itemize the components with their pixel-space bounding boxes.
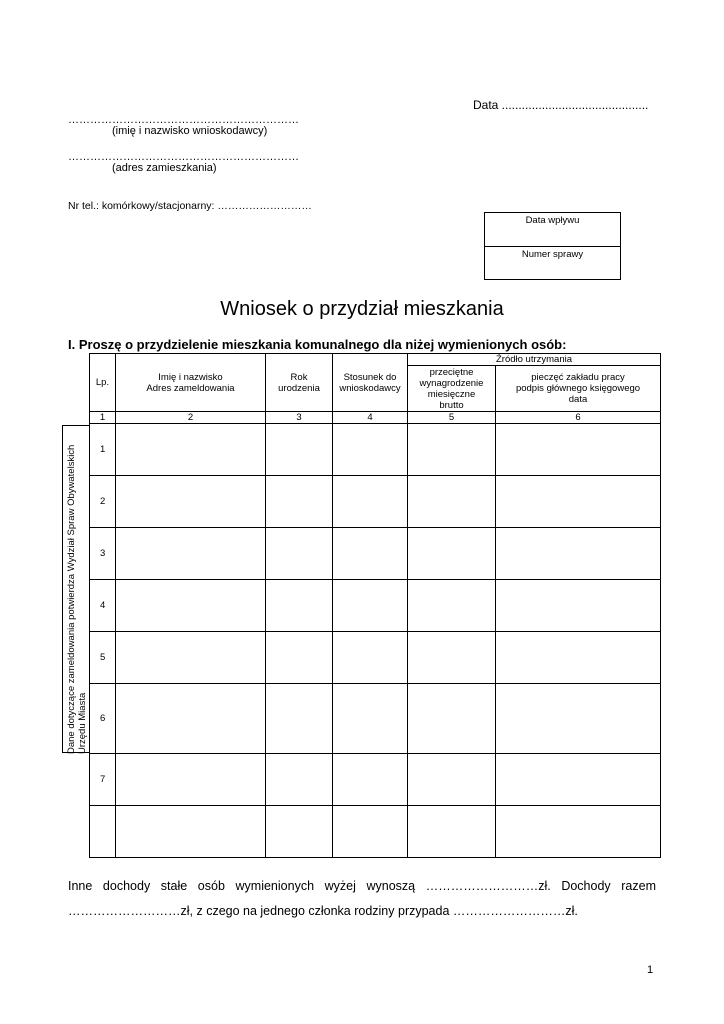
birth-year-cell[interactable] bbox=[266, 580, 333, 632]
employer-cell[interactable] bbox=[496, 476, 661, 528]
table-row bbox=[90, 580, 661, 632]
row-number: 7 bbox=[90, 754, 116, 806]
birth-year-cell[interactable] bbox=[266, 806, 333, 858]
salary-header: przeciętne wynagrodzenie miesięczne brutto bbox=[408, 366, 496, 412]
column-number: 1 bbox=[90, 412, 116, 424]
name-cell[interactable] bbox=[116, 580, 266, 632]
column-number: 3 bbox=[266, 412, 333, 424]
persons-table bbox=[89, 353, 661, 858]
table-row bbox=[90, 754, 661, 806]
table-row bbox=[90, 424, 661, 476]
column-number: 2 bbox=[116, 412, 266, 424]
salary-cell[interactable] bbox=[408, 632, 496, 684]
column-number: 6 bbox=[496, 412, 661, 424]
row-number: 6 bbox=[90, 684, 116, 754]
relation-header: Stosunek do wnioskodawcy bbox=[333, 354, 408, 412]
column-number: 4 bbox=[333, 412, 408, 424]
name-cell[interactable] bbox=[116, 684, 266, 754]
name-cell[interactable] bbox=[116, 424, 266, 476]
document-title: Wniosek o przydział mieszkania bbox=[220, 298, 504, 320]
table-row bbox=[90, 684, 661, 754]
birth-year-cell[interactable] bbox=[266, 528, 333, 580]
row-number: 1 bbox=[90, 424, 116, 476]
name-cell[interactable] bbox=[116, 806, 266, 858]
employer-cell[interactable] bbox=[496, 424, 661, 476]
name-cell[interactable] bbox=[116, 476, 266, 528]
employer-header: pieczęć zakładu pracy podpis głównego księgowego data bbox=[496, 366, 661, 412]
income-statement: Inne dochody stałe osób wymienionych wyżej wynoszą ………………………zł. Dochody razem ………………………zł, z czego na jednego członka rodziny przypada ………………………zł. bbox=[68, 879, 656, 918]
relation-cell[interactable] bbox=[333, 424, 408, 476]
column-number-row bbox=[90, 412, 661, 424]
income-source-header: Źródło utrzymania bbox=[408, 354, 661, 366]
relation-cell[interactable] bbox=[333, 754, 408, 806]
date-field[interactable]: Data ............................................ bbox=[473, 98, 649, 112]
lp-header: Lp. bbox=[90, 354, 116, 412]
birth-year-cell[interactable] bbox=[266, 754, 333, 806]
office-stamp-box bbox=[484, 212, 621, 280]
column-number: 5 bbox=[408, 412, 496, 424]
birth-year-cell[interactable] bbox=[266, 424, 333, 476]
employer-cell[interactable] bbox=[496, 632, 661, 684]
table-row bbox=[90, 476, 661, 528]
page-number: 1 bbox=[647, 964, 654, 976]
address-field[interactable]: ……………………………………………………… bbox=[68, 151, 299, 163]
applicant-name-field[interactable]: ……………………………………………………… bbox=[68, 114, 299, 126]
receipt-date-cell: Data wpływu bbox=[525, 215, 580, 226]
relation-cell[interactable] bbox=[333, 580, 408, 632]
table-row bbox=[90, 806, 661, 858]
row-number bbox=[90, 806, 116, 858]
name-cell[interactable] bbox=[116, 528, 266, 580]
table-row bbox=[90, 528, 661, 580]
name-address-header: Imię i nazwisko Adres zameldowania bbox=[116, 354, 266, 412]
relation-cell[interactable] bbox=[333, 684, 408, 754]
row-number: 4 bbox=[90, 580, 116, 632]
salary-cell[interactable] bbox=[408, 476, 496, 528]
row-number: 2 bbox=[90, 476, 116, 528]
relation-cell[interactable] bbox=[333, 476, 408, 528]
salary-cell[interactable] bbox=[408, 528, 496, 580]
salary-cell[interactable] bbox=[408, 580, 496, 632]
registration-confirmation-box bbox=[62, 425, 89, 753]
registration-confirmation-note: Dane dotyczące zameldowania potwierdza Wydział Spraw Obywatelskich Urzędu Miasta bbox=[66, 444, 88, 754]
row-number: 5 bbox=[90, 632, 116, 684]
relation-cell[interactable] bbox=[333, 528, 408, 580]
salary-cell[interactable] bbox=[408, 424, 496, 476]
employer-cell[interactable] bbox=[496, 806, 661, 858]
applicant-name-caption: (imię i nazwisko wnioskodawcy) bbox=[112, 125, 268, 137]
section-heading: I. Proszę o przydzielenie mieszkania komunalnego dla niżej wymienionych osób: bbox=[68, 337, 567, 352]
table-row bbox=[90, 632, 661, 684]
birth-year-cell[interactable] bbox=[266, 684, 333, 754]
table-header-row bbox=[90, 354, 661, 366]
phone-field[interactable]: Nr tel.: komórkowy/stacjonarny: ……………………… bbox=[68, 200, 312, 212]
address-caption: (adres zamieszkania) bbox=[112, 162, 217, 174]
row-number: 3 bbox=[90, 528, 116, 580]
birth-year-cell[interactable] bbox=[266, 632, 333, 684]
birth-year-header: Rok urodzenia bbox=[266, 354, 333, 412]
birth-year-cell[interactable] bbox=[266, 476, 333, 528]
employer-cell[interactable] bbox=[496, 754, 661, 806]
case-number-cell: Numer sprawy bbox=[485, 246, 620, 279]
employer-cell[interactable] bbox=[496, 528, 661, 580]
relation-cell[interactable] bbox=[333, 632, 408, 684]
name-cell[interactable] bbox=[116, 754, 266, 806]
name-cell[interactable] bbox=[116, 632, 266, 684]
salary-cell[interactable] bbox=[408, 684, 496, 754]
employer-cell[interactable] bbox=[496, 580, 661, 632]
employer-cell[interactable] bbox=[496, 684, 661, 754]
salary-cell[interactable] bbox=[408, 806, 496, 858]
relation-cell[interactable] bbox=[333, 806, 408, 858]
salary-cell[interactable] bbox=[408, 754, 496, 806]
